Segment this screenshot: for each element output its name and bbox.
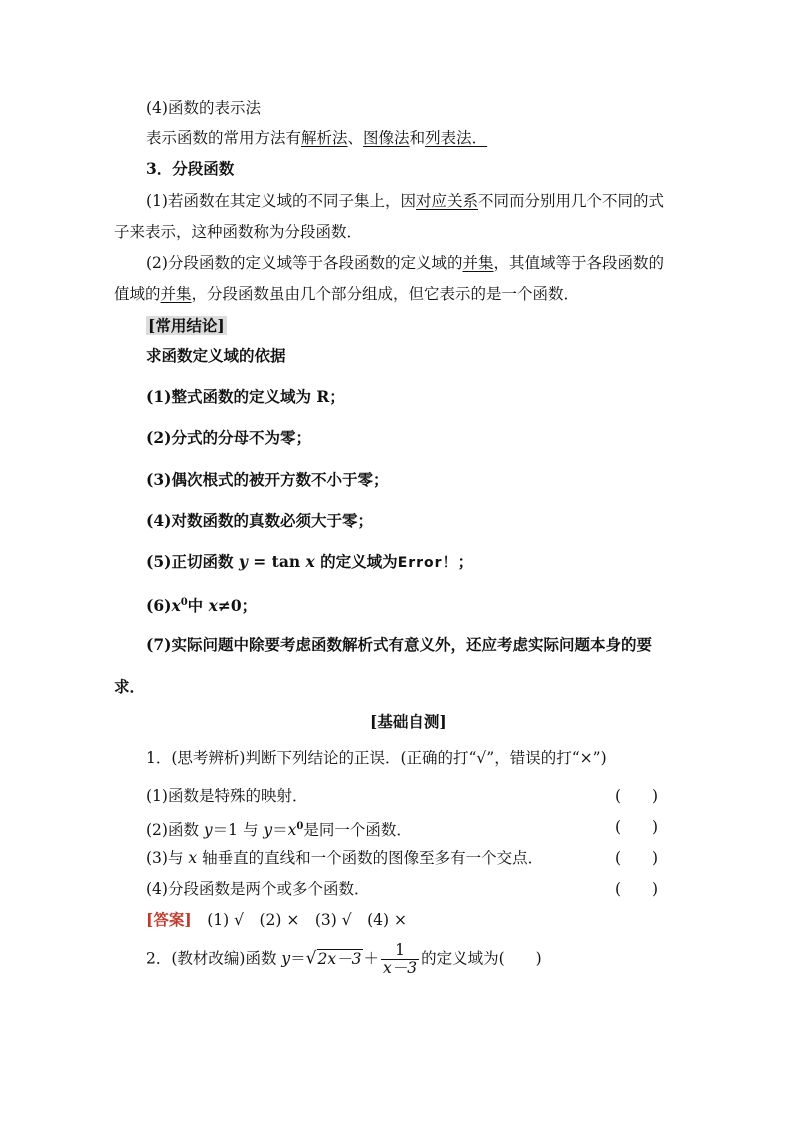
var-x: x xyxy=(188,849,198,867)
text: 的定义域为 xyxy=(314,552,398,571)
conclusion-item-1: (1)整式函数的定义域为 R； xyxy=(146,387,345,406)
self-test-heading: [基础自测] xyxy=(370,712,447,731)
conclusion-item-4: (4)对数函数的真数必须大于零； xyxy=(146,511,373,530)
var-x: x xyxy=(287,821,297,840)
sep: 、 xyxy=(347,129,364,147)
fraction xyxy=(381,942,419,977)
text: 的定义域为( ) xyxy=(421,949,542,968)
answer-paren-2: ( ) xyxy=(615,818,659,836)
fraction-denominator: x－3 xyxy=(383,959,418,977)
conclusion-item-3: (3)偶次根式的被开方数不小于零； xyxy=(146,470,389,489)
statement-1: (1)函数是特殊的映射． xyxy=(146,787,308,805)
piecewise-p2-line2 xyxy=(114,284,579,304)
conclusion-item-2: (2)分式的分母不为零； xyxy=(146,428,311,447)
piecewise-p2-line1 xyxy=(146,253,664,273)
union-term: 并集 xyxy=(160,285,192,303)
method-table: 列表法． xyxy=(425,129,488,147)
error-text: Error！ xyxy=(397,555,458,571)
question-1: 1．(思考辨析)判断下列结论的正误．(正确的打“√”，错误的打“×”) xyxy=(146,749,607,767)
answer-paren-4: ( ) xyxy=(615,880,659,898)
text: ≠0； xyxy=(217,596,258,616)
radical-sign: √ xyxy=(305,948,317,969)
conclusions-title: 求函数定义域的依据 xyxy=(146,346,286,365)
var-x: x xyxy=(208,596,218,616)
text: ＝1 与 xyxy=(212,821,264,840)
var-y: y xyxy=(281,949,291,968)
text: (3)与 xyxy=(146,849,189,867)
text: ； xyxy=(457,552,474,571)
section4-prefix: 表示函数的常用方法有 xyxy=(146,129,302,147)
var-x: x xyxy=(171,596,181,616)
text: (2)函数 xyxy=(146,821,204,840)
text: (5)正切函数 xyxy=(146,552,239,571)
text: ＝ xyxy=(272,821,288,840)
text: 轴垂直的直线和一个函数的图像至多有一个交点． xyxy=(197,849,544,867)
exponent: 0 xyxy=(296,821,304,832)
answer-paren-3: ( ) xyxy=(615,849,659,867)
var-y: y xyxy=(263,821,273,840)
var-y: y xyxy=(238,552,248,571)
conclusion-item-7-line1: (7)实际问题中除要考虑函数解析式有意义外，还应考虑实际问题本身的要 xyxy=(146,635,652,654)
section4-text xyxy=(146,128,487,148)
text: 2．(教材改编)函数 xyxy=(146,949,282,968)
conclusion-item-5 xyxy=(146,552,473,573)
var-y: y xyxy=(203,821,213,840)
text: ＋ xyxy=(363,949,379,968)
fraction-numerator: 1 xyxy=(381,942,419,960)
piecewise-heading: 3．分段函数 xyxy=(146,159,235,178)
piecewise-p1-line2: 子来表示，这种函数称为分段函数． xyxy=(114,223,363,241)
radicand: 2x－3 xyxy=(317,949,362,968)
conclusion-item-7-line2: 求． xyxy=(114,677,146,696)
text: ，其值域等于各段函数的 xyxy=(493,254,664,272)
piecewise-p1-line1 xyxy=(146,191,664,211)
sep: 和 xyxy=(409,129,426,147)
section4-heading: (4)函数的表示法 xyxy=(146,99,261,117)
statement-3 xyxy=(146,848,543,868)
statement-2 xyxy=(146,817,412,840)
text: (6) xyxy=(146,596,172,616)
answer-tag: [答案] xyxy=(146,910,192,929)
question-2 xyxy=(146,942,542,977)
statement-4: (4)分段函数是两个或多个函数． xyxy=(146,880,370,898)
method-analytic: 解析法 xyxy=(301,129,348,147)
answer-line xyxy=(146,910,407,930)
text: = tan xyxy=(247,552,306,571)
correspondence-term: 对应关系 xyxy=(415,192,478,210)
text: (2)分段函数的定义域等于各段函数的定义域的 xyxy=(146,254,463,272)
answer-text: (1) √ (2) × (3) √ (4) × xyxy=(207,911,407,929)
text: ＝ xyxy=(290,949,306,968)
union-term: 并集 xyxy=(462,254,494,272)
text: ，分段函数虽由几个部分组成，但它表示的是一个函数． xyxy=(191,285,580,303)
exponent: 0 xyxy=(180,597,188,608)
text: (1)若函数在其定义域的不同子集上，因 xyxy=(146,192,416,210)
var-x: x xyxy=(305,552,315,571)
text: 是同一个函数． xyxy=(303,821,412,840)
conclusion-item-6 xyxy=(146,593,257,616)
text: 中 xyxy=(187,596,209,616)
tag-label: [常用结论] xyxy=(148,316,225,335)
conclusions-tag xyxy=(146,316,227,336)
text: 不同而分别用几个不同的式 xyxy=(477,192,664,210)
answer-paren-1: ( ) xyxy=(615,787,659,805)
text: 值域的 xyxy=(114,285,161,303)
method-graph: 图像法 xyxy=(363,129,410,147)
